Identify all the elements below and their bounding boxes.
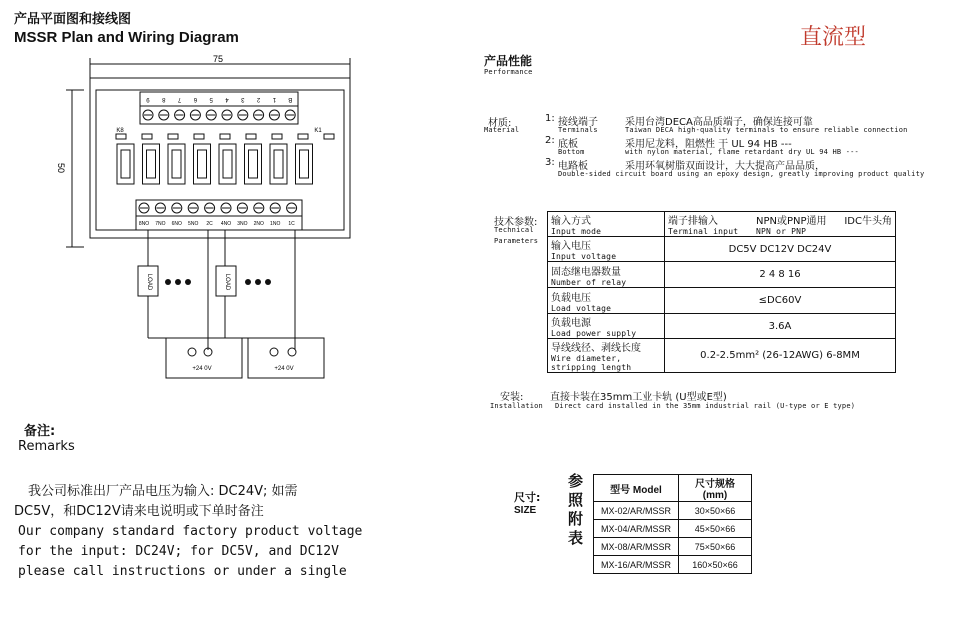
table-row: 型号 Model 尺寸规格 (mm)	[594, 475, 752, 502]
relay-window	[147, 150, 156, 178]
relay-window	[121, 150, 130, 178]
terminal-number: 2	[256, 96, 261, 102]
bottom-terminal-label: 7NO	[155, 221, 166, 227]
dim-width: 75	[212, 54, 224, 64]
material-item-2: 2: 底板 采用尼龙料，阻燃性 干 UL 94 HB --- Bottom with nylon material, flame retardant dry UL 94 HB ---	[545, 135, 859, 156]
dim-height: 50	[56, 162, 66, 174]
led-indicator	[246, 134, 256, 139]
supply-label-1: +24 0V	[192, 366, 212, 372]
bottom-terminal-label: 8NO	[138, 221, 150, 227]
terminal-number: 4	[225, 96, 229, 102]
relay-window	[198, 150, 207, 178]
led-indicator	[324, 134, 334, 139]
tech-label-en1: Technical	[494, 226, 534, 234]
bottom-terminal-label: 1NO	[270, 221, 281, 227]
table-row: 导线线径、剥线长度 Wire diameter, stripping length 0.2-2.5mm² (26-12AWG) 6-8MM	[548, 339, 896, 373]
led-indicator	[194, 134, 204, 139]
bottom-terminal-screws	[139, 203, 297, 213]
table-row: 负载电压 Load voltage ≤DC60V	[548, 288, 896, 314]
size-ref-chars: 参 照 附 表	[568, 472, 584, 547]
size-label-en: SIZE	[514, 505, 537, 516]
supply-label-2: +24 0V	[274, 366, 294, 372]
wiring-diagram	[40, 52, 360, 387]
relay-window	[223, 150, 232, 178]
material-item-1: 1: 接线端子 采用台湾DECA高品质端子，确保连接可靠 Terminals Taiwan DECA high-quality terminals to ensure reliable connection	[545, 113, 908, 134]
remarks-cn-line2: DC5V，和DC12V请来电说明或下单时备注	[14, 504, 264, 519]
table-row: MX-02/AR/MSSR 30×50×66	[594, 502, 752, 520]
top-terminal-screws	[143, 96, 295, 120]
material-label-cn: 材质:	[488, 118, 512, 129]
load-label-2: LOAD	[224, 273, 230, 291]
led-indicators	[116, 134, 334, 139]
bottom-terminal-label: 1C	[288, 221, 295, 227]
terminal-number: 3	[241, 96, 245, 102]
material-list	[545, 113, 955, 179]
bottom-terminal-label: 6NO	[171, 221, 182, 227]
material-label-en: Material	[484, 126, 520, 134]
terminal-number: 9	[146, 96, 150, 102]
tech-label-cn: 技术参数:	[494, 217, 538, 228]
terminal-number: 6	[193, 96, 198, 102]
table-row: 输入方式 Input mode 端子排输入 Terminal input NPN或PNP通用 NPN or PNP IDC牛头角	[548, 212, 896, 237]
install-label-en: Installation	[490, 402, 543, 410]
remarks-title-en: Remarks	[18, 439, 75, 454]
remarks-en-line2: for the input: DC24V; for DC5V, and DC12V	[18, 544, 339, 559]
terminal-number: 1	[272, 96, 277, 102]
performance-title-en: Performance	[484, 68, 533, 76]
install-text-en: Direct card installed in the 35mm industrial rail (U-type or E type)	[555, 402, 856, 410]
bottom-terminal-label: 2NO	[253, 221, 264, 227]
terminal-number: 5	[209, 96, 213, 102]
led-indicator	[298, 134, 308, 139]
k-right-label: K1	[314, 128, 322, 134]
relay-window	[249, 150, 258, 178]
led-indicator	[142, 134, 152, 139]
tech-table	[547, 211, 896, 373]
relay-window	[172, 150, 181, 178]
relay-window	[274, 150, 283, 178]
install-text-cn: 直接卡装在35mm工业卡轨 (U型或E型)	[550, 392, 727, 403]
relay-window	[300, 150, 309, 178]
title-cn: 产品平面图和接线图	[14, 12, 132, 27]
table-row: 负载电源 Load power supply 3.6A	[548, 314, 896, 339]
led-indicator	[168, 134, 178, 139]
remarks-en-line3: please call instructions or under a single	[18, 564, 347, 579]
tech-label-en2: Parameters	[494, 237, 539, 245]
type-label: 直流型	[800, 25, 867, 50]
remarks-title-cn: 备注:	[24, 424, 56, 439]
material-item-3: 3: 电路板 采用环氧树脂双面设计，大大提高产品品质， Double-sided circuit board using an epoxy design, greatly improving product quality	[545, 157, 925, 178]
table-row: 输入电压 Input voltage DC5V DC12V DC24V	[548, 237, 896, 262]
performance-title-cn: 产品性能	[484, 54, 533, 68]
size-table	[593, 474, 752, 574]
install-label-cn: 安装:	[500, 392, 524, 403]
bottom-terminal-label: 5NO	[188, 221, 199, 227]
remarks-cn-line1: 我公司标准出厂产品电压为输入: DC24V; 如需	[28, 484, 298, 499]
remarks-en-line1: Our company standard factory product voltage	[18, 524, 363, 539]
bottom-terminal-label: 4NO	[220, 221, 232, 227]
table-row: 固态继电器数量 Number of relay 2 4 8 16	[548, 262, 896, 288]
k-left-label: K8	[116, 128, 124, 134]
led-indicator	[220, 134, 230, 139]
load-label-1: LOAD	[146, 273, 152, 291]
relay-modules	[117, 144, 313, 184]
led-indicator	[272, 134, 282, 139]
terminal-number: 8	[162, 96, 166, 102]
terminal-number: B	[288, 96, 293, 102]
bottom-terminal-label: 3NO	[237, 221, 248, 227]
table-row: MX-16/AR/MSSR 160×50×66	[594, 556, 752, 574]
title-en: MSSR Plan and Wiring Diagram	[14, 29, 239, 46]
table-row: MX-04/AR/MSSR 45×50×66	[594, 520, 752, 538]
terminal-number: 7	[177, 96, 182, 102]
led-indicator	[116, 134, 126, 139]
bottom-terminal-label: 2C	[206, 221, 213, 227]
size-label-cn: 尺寸:	[514, 491, 541, 504]
table-row: MX-08/AR/MSSR 75×50×66	[594, 538, 752, 556]
